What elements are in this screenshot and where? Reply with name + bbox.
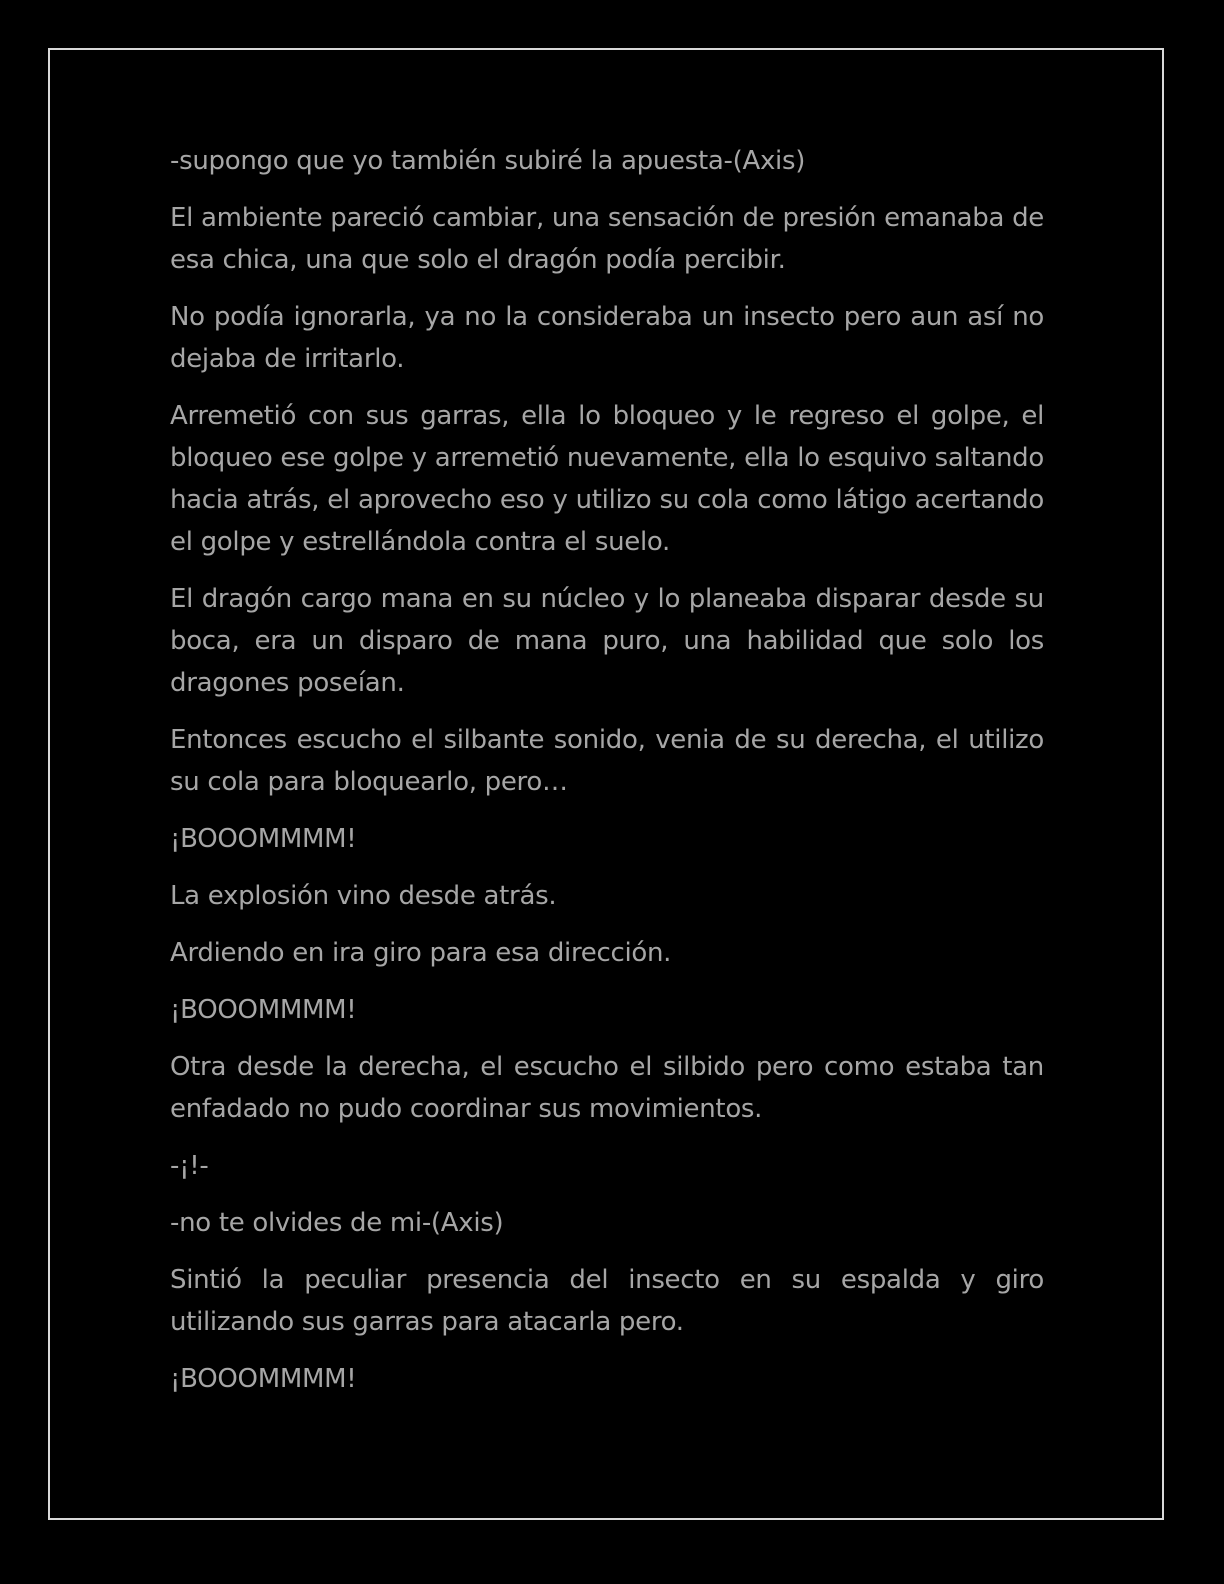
narrative-paragraph: Ardiendo en ira giro para esa dirección. (170, 938, 672, 968)
narrative-paragraph: Otra desde la derecha, el escucho el silbido pero como estaba tan enfadado no pudo coordinar sus movimientos. (170, 1052, 1044, 1124)
dialogue-line: -¡!- (170, 1151, 209, 1181)
narrative-paragraph: No podía ignorarla, ya no la consideraba un insecto pero aun así no dejaba de irritarlo. (170, 302, 1044, 374)
narrative-paragraph: Arremetió con sus garras, ella lo bloqueo y le regreso el golpe, el bloqueo ese golpe y arremetió nuevamente, ella lo esquivo saltando hacia atrás, el aprovecho eso y utilizo su cola como látigo acertando el golpe y estrellándola contra el suelo. (170, 401, 1044, 557)
narrative-paragraph: El dragón cargo mana en su núcleo y lo planeaba disparar desde su boca, era un disparo de mana puro, una habilidad que solo los dragones poseían. (170, 584, 1044, 698)
dialogue-line: -no te olvides de mi-(Axis) (170, 1208, 504, 1238)
narrative-paragraph: El ambiente pareció cambiar, una sensación de presión emanaba de esa chica, una que solo el dragón podía percibir. (170, 203, 1044, 275)
narrative-paragraph: La explosión vino desde atrás. (170, 881, 557, 911)
sound-effect-line: ¡BOOOMMMM! (170, 824, 357, 854)
sound-effect-line: ¡BOOOMMMM! (170, 1364, 357, 1394)
narrative-paragraph: Sintió la peculiar presencia del insecto en su espalda y giro utilizando sus garras para atacarla pero. (170, 1265, 1044, 1337)
story-text-column (170, 140, 1044, 1415)
dialogue-line: -supongo que yo también subiré la apuesta-(Axis) (170, 146, 806, 176)
sound-effect-line: ¡BOOOMMMM! (170, 995, 357, 1025)
narrative-paragraph: Entonces escucho el silbante sonido, venia de su derecha, el utilizo su cola para bloquearlo, pero… (170, 725, 1044, 797)
